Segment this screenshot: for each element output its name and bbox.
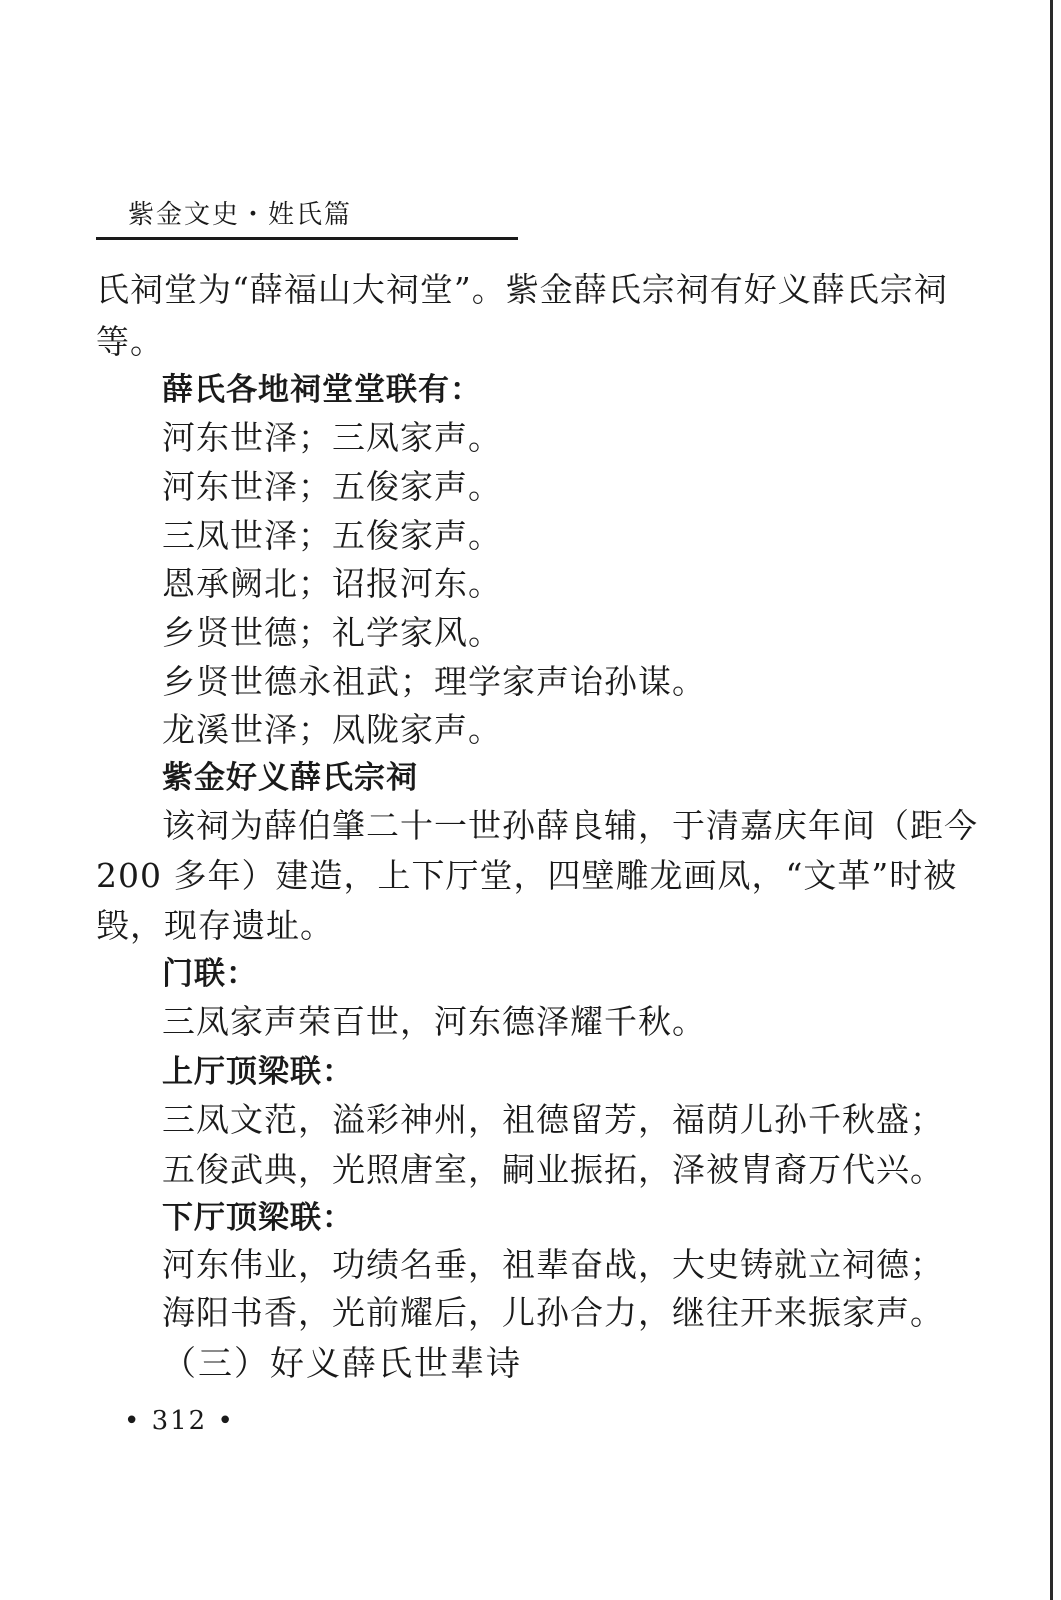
couplet-line: 五俊武典，光照唐室，嗣业振拓，泽被胄裔万代兴。 (162, 1150, 944, 1189)
running-header: 紫金文史・姓氏篇 (128, 200, 353, 230)
couplet-line: 龙溪世泽；凤陇家声。 (162, 710, 502, 749)
couplet-line: 三凤世泽；五俊家声。 (162, 516, 502, 555)
couplet-line: 河东世泽；五俊家声。 (162, 467, 502, 506)
body-line: 200 多年）建造，上下厅堂，四壁雕龙画凤，“文革”时被 (96, 856, 958, 895)
section-heading: （三）好义薛氏世辈诗 (162, 1344, 522, 1384)
page-number: • 312 • (124, 1406, 235, 1436)
couplet-line: 河东伟业，功绩名垂，祖辈奋战，大史铸就立祠德； (162, 1245, 944, 1284)
couplet-line: 海阳书香，光前耀后，儿孙合力，继往开来振家声。 (162, 1293, 944, 1332)
body-line: 毁，现存遗址。 (96, 906, 334, 945)
couplet-line: 三凤家声荣百世，河东德泽耀千秋。 (162, 1002, 706, 1041)
page-edge-shadow (1050, 0, 1053, 1600)
subheading-upper-hall: 上厅顶梁联： (162, 1054, 354, 1090)
couplet-line: 三凤文范，溢彩神州，祖德留芳，福荫儿孙千秋盛； (162, 1100, 944, 1139)
couplet-line: 乡贤世德；礼学家风。 (162, 613, 502, 652)
header-rule (96, 237, 518, 240)
couplet-line: 乡贤世德永祖武；理学家声诒孙谋。 (162, 662, 706, 701)
couplet-line: 河东世泽；三凤家声。 (162, 418, 502, 457)
body-line: 该祠为薛伯肇二十一世孙薛良辅，于清嘉庆年间（距今 (162, 806, 978, 845)
body-line: 等。 (96, 322, 164, 361)
subheading-haoyi-temple: 紫金好义薛氏宗祠 (162, 760, 418, 796)
subheading-couplets: 薛氏各地祠堂堂联有： (162, 372, 482, 408)
subheading-lower-hall: 下厅顶梁联： (162, 1200, 354, 1236)
couplet-line: 恩承阙北；诏报河东。 (162, 564, 502, 603)
body-line: 氏祠堂为“薛福山大祠堂”。紫金薛氏宗祠有好义薛氏宗祠 (96, 270, 948, 309)
subheading-door-couplet: 门联： (162, 956, 258, 992)
